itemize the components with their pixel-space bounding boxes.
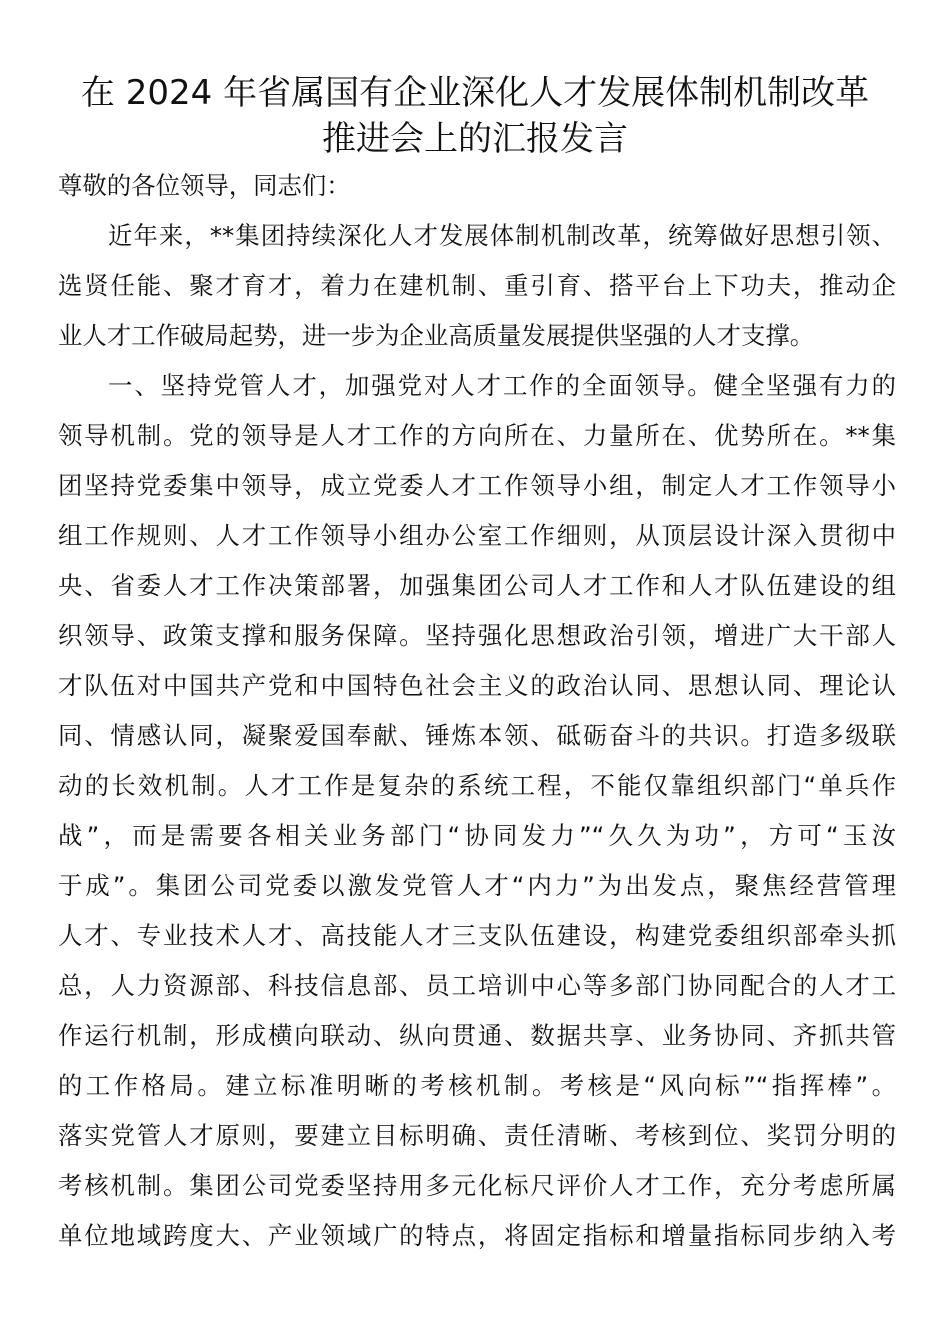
salutation: 尊敬的各位领导，同志们：	[58, 171, 351, 200]
document-title-line-1: 在 2024 年省属国有企业深化人才发展体制机制改革	[80, 73, 870, 113]
paragraph-line: 人才、专业技术人才、高技能人才三支队伍建设，构建党委组织部牵头抓	[58, 921, 896, 950]
paragraph-line: 央、省委人才工作决策部署，加强集团公司人才工作和人才队伍建设的组	[58, 571, 896, 600]
paragraph-line: 一、坚持党管人才，加强党对人才工作的全面领导。健全坚强有力的	[108, 371, 896, 400]
paragraph-line: 考核机制。集团公司党委坚持用多元化标尺评价人才工作，充分考虑所属	[58, 1171, 896, 1200]
paragraph-line: 作运行机制，形成横向联动、纵向贯通、数据共享、业务协同、齐抓共管	[58, 1021, 896, 1050]
paragraph-line: 组工作规则、人才工作领导小组办公室工作细则，从顶层设计深入贯彻中	[58, 521, 896, 550]
paragraph-line: 总，人力资源部、科技信息部、员工培训中心等多部门协同配合的人才工	[58, 971, 896, 1000]
paragraph-line: 业人才工作破局起势，进一步为企业高质量发展提供坚强的人才支撑。	[58, 321, 815, 350]
paragraph-line: 战”，而是需要各相关业务部门“协同发力”“久久为功”，方可“玉汝	[58, 821, 896, 850]
document-title-line-2: 推进会上的汇报发言	[322, 119, 628, 159]
paragraph-line: 动的长效机制。人才工作是复杂的系统工程，不能仅靠组织部门“单兵作	[58, 771, 896, 800]
paragraph-line: 的工作格局。建立标准明晰的考核机制。考核是“风向标”“指挥棒”。	[58, 1071, 896, 1100]
paragraph-line: 团坚持党委集中领导，成立党委人才工作领导小组，制定人才工作领导小	[58, 471, 896, 500]
paragraph-line: 选贤任能、聚才育才，着力在建机制、重引育、搭平台上下功夫，推动企	[58, 271, 896, 300]
paragraph-line: 于成”。集团公司党委以激发党管人才“内力”为出发点，聚焦经营管理	[58, 871, 896, 900]
paragraph-line: 单位地域跨度大、产业领域广的特点，将固定指标和增量指标同步纳入考	[58, 1221, 896, 1250]
paragraph-line: 领导机制。党的领导是人才工作的方向所在、力量所在、优势所在。**集	[58, 421, 896, 450]
paragraph-line: 同、情感认同，凝聚爱国奉献、锤炼本领、砥砺奋斗的共识。打造多级联	[58, 721, 896, 750]
paragraph-line: 近年来，**集团持续深化人才发展体制机制改革，统筹做好思想引领、	[108, 221, 896, 250]
paragraph-line: 落实党管人才原则，要建立目标明确、责任清晰、考核到位、奖罚分明的	[58, 1121, 896, 1150]
paragraph-line: 织领导、政策支撑和服务保障。坚持强化思想政治引领，增进广大干部人	[58, 621, 896, 650]
paragraph-line: 才队伍对中国共产党和中国特色社会主义的政治认同、思想认同、理论认	[58, 671, 896, 700]
